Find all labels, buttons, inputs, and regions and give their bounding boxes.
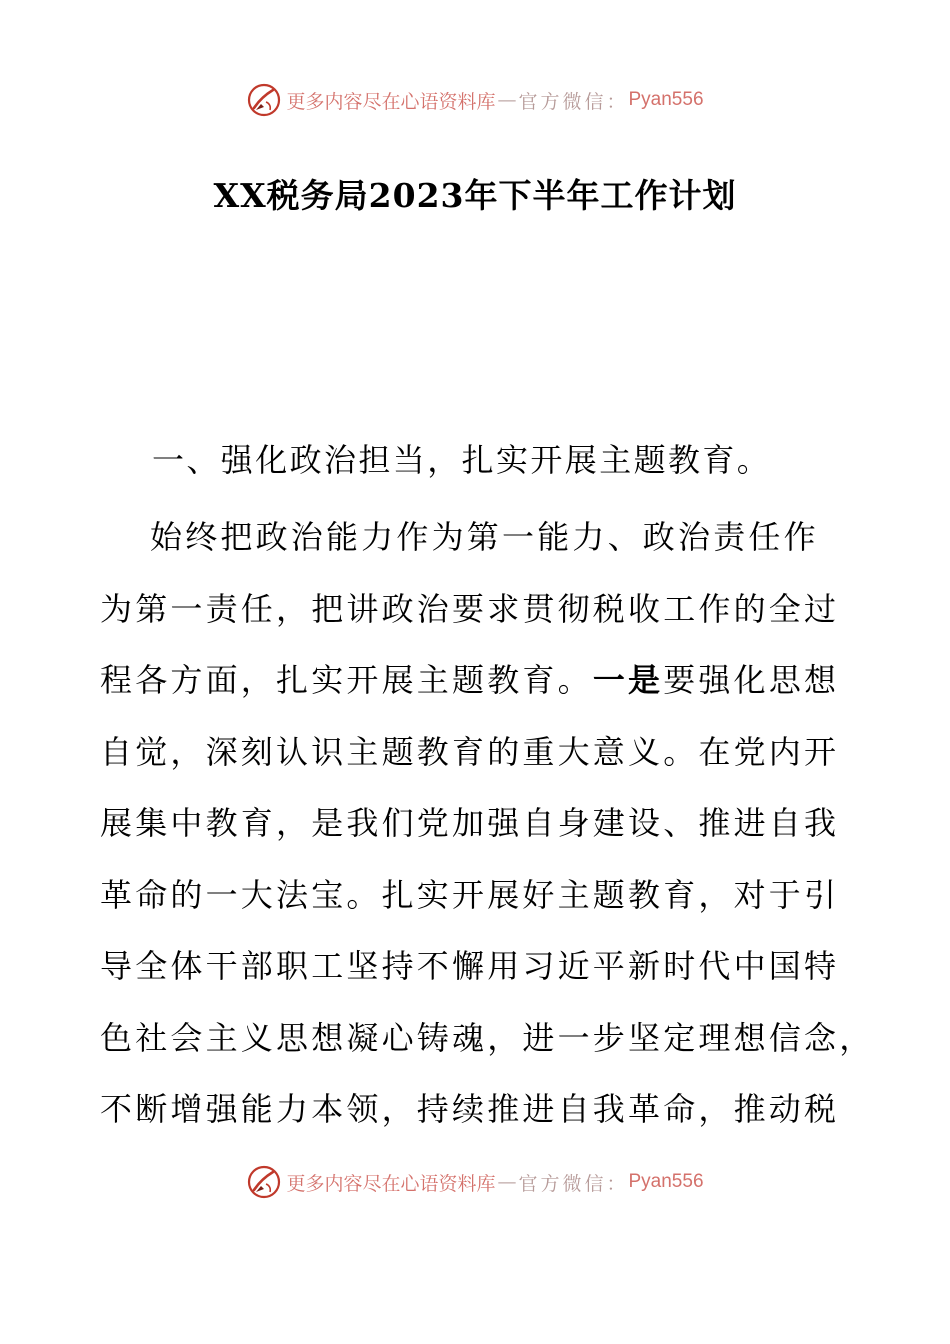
watermark-banner-top [0,80,950,120]
watermark-dash: — [497,1171,517,1193]
paragraph-line: 不断增强能力本领，持续推进自我革命，推动税 [100,1090,840,1128]
paragraph-line: 自觉，深刻认识主题教育的重大意义。在党内开 [100,732,840,771]
paragraph-line [100,645,860,717]
bold-emphasis: 一是 [592,661,664,699]
watermark-site-text: 更多内容尽在心语资料库 [286,90,496,113]
body-paragraph [100,502,875,1146]
watermark-wechat-label: 官方微信： [518,1172,629,1195]
watermark-wechat-label: 官方微信： [518,90,629,113]
paragraph-line: 革命的一大法宝。扎实开展好主题教育，对于引 [100,875,840,914]
watermark-banner-bottom [0,1162,950,1202]
watermark-site-text: 更多内容尽在心语资料库 [286,1172,496,1195]
document-title: XX税务局2023年下半年工作计划 [213,176,737,215]
watermark-wechat-id: Pyan556 [628,1171,704,1192]
paragraph-line: 始终把政治能力作为第一能力、政治责任作 [150,518,819,556]
paragraph-line-text: 程各方面，扎实开展主题教育。 [100,661,593,699]
pen-scroll-logo-icon [246,82,282,118]
pen-scroll-logo-icon [246,1164,282,1200]
watermark-wechat-id: Pyan556 [628,89,704,110]
section-heading: 一、强化政治担当，扎实开展主题教育。 [152,441,772,479]
paragraph-line: 为第一责任，把讲政治要求贯彻税收工作的全过 [100,589,840,628]
paragraph-line-tail: 要强化思想 [663,661,840,699]
paragraph-line: 色社会主义思想凝心铸魂，进一步坚定理想信念， [100,1018,875,1057]
paragraph-line: 展集中教育，是我们党加强自身建设、推进自我 [100,804,840,842]
paragraph-line: 导全体干部职工坚持不懈用习近平新时代中国特 [100,947,840,985]
watermark-dash: — [497,89,517,111]
